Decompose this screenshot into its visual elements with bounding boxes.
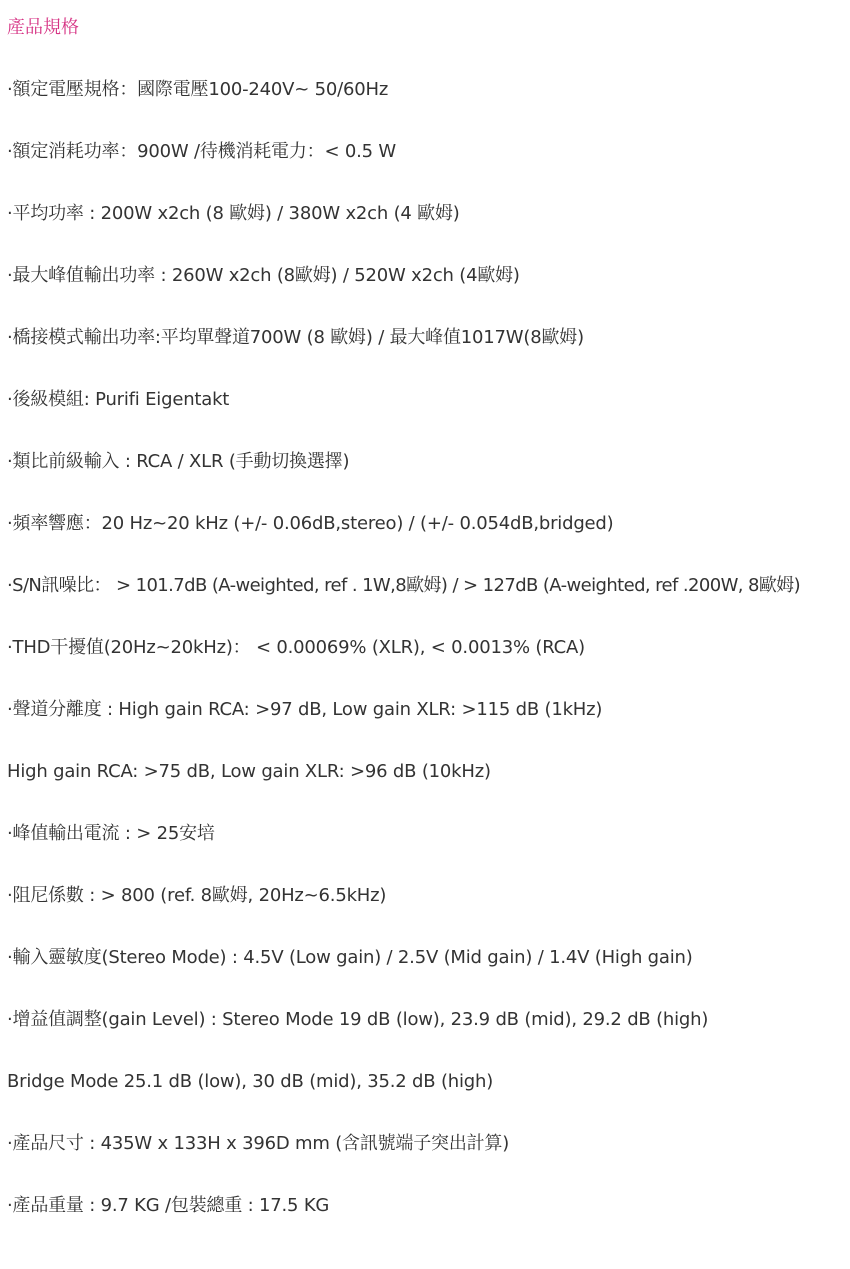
spec-channel-separation: ·聲道分離度 : High gain RCA: >97 dB, Low gain XLR: >115 dB (1kHz) — [7, 699, 603, 720]
spec-gain-level: ·增益值調整(gain Level) : Stereo Mode 19 dB (low), 23.9 dB (mid), 29.2 dB (high) — [7, 1009, 709, 1030]
spec-analog-inputs: ·類比前級輸入 : RCA / XLR (手動切換選擇) — [7, 451, 350, 472]
spec-power-amp-module: ·後級模組: Purifi Eigentakt — [7, 389, 230, 410]
spec-list — [7, 77, 800, 1255]
spec-gain-level-bridge: Bridge Mode 25.1 dB (low), 30 dB (mid), 35.2 dB (high) — [7, 1071, 494, 1092]
spec-thd: ·THD干擾值(20Hz~20kHz)： < 0.00069% (XLR), < 0.0013% (RCA) — [7, 637, 585, 658]
spec-rated-voltage: ·額定電壓規格：國際電壓100-240V~ 50/60Hz — [7, 79, 389, 100]
spec-frequency-response: ·頻率響應：20 Hz~20 kHz (+/- 0.06dB,stereo) / (+/- 0.054dB,bridged) — [7, 513, 614, 534]
spec-dimensions: ·產品尺寸 : 435W x 133H x 396D mm (含訊號端子突出計算) — [7, 1133, 510, 1154]
spec-title: 產品規格 — [7, 17, 79, 38]
spec-peak-output-current: ·峰值輸出電流 : > 25安培 — [7, 823, 215, 844]
spec-signal-to-noise: ·S/N訊噪比： > 101.7dB (A-weighted, ref . 1W,8歐姆) / > 127dB (A-weighted, ref .200W, 8歐姆) — [7, 575, 801, 596]
spec-damping-factor: ·阻尼係數 : > 800 (ref. 8歐姆, 20Hz~6.5kHz) — [7, 885, 387, 906]
spec-bridge-mode-power: ·橋接模式輸出功率:平均單聲道700W (8 歐姆) / 最大峰值1017W(8歐姆) — [7, 327, 584, 348]
spec-input-sensitivity: ·輸入靈敏度(Stereo Mode) : 4.5V (Low gain) / 2.5V (Mid gain) / 1.4V (High gain) — [7, 947, 693, 968]
spec-channel-separation-10khz: High gain RCA: >75 dB, Low gain XLR: >96 dB (10kHz) — [7, 761, 491, 782]
spec-weight: ·產品重量 : 9.7 KG /包裝總重 : 17.5 KG — [7, 1195, 330, 1216]
spec-power-consumption: ·額定消耗功率：900W /待機消耗電力：< 0.5 W — [7, 141, 397, 162]
spec-peak-output-power: ·最大峰值輸出功率 : 260W x2ch (8歐姆) / 520W x2ch (4歐姆) — [7, 265, 520, 286]
spec-average-power: ·平均功率 : 200W x2ch (8 歐姆) / 380W x2ch (4 歐姆) — [7, 203, 460, 224]
